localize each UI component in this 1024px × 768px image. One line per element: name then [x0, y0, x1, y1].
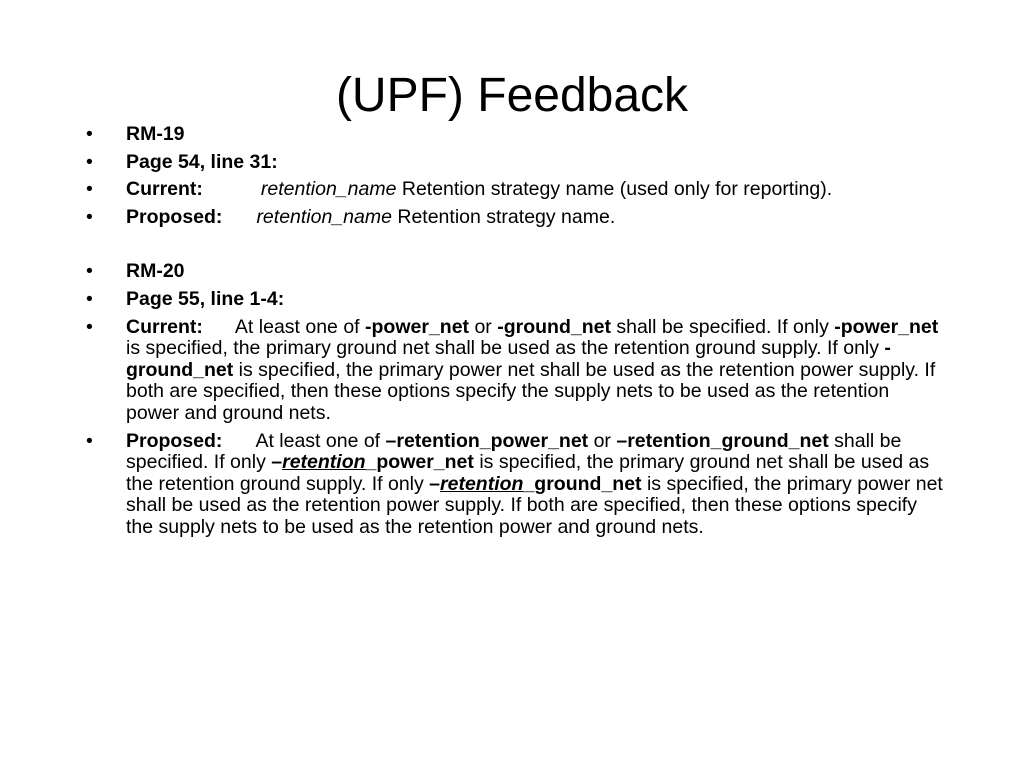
rm20-proposed-label: Proposed: — [126, 429, 223, 452]
list-item-rm19-id — [86, 124, 946, 146]
rm20-proposed-b3-rest: _power_net — [365, 451, 474, 474]
rm20-current-t3: shall be specified. If only — [610, 315, 835, 338]
bullet-icon: • — [86, 429, 93, 452]
rm20-proposed-t2: or — [588, 429, 617, 452]
list-item-rm19-page — [86, 152, 946, 174]
rm20-proposed-b3-italic: retention — [282, 451, 366, 474]
rm20-proposed-b4-italic: retention — [440, 472, 524, 495]
rm20-proposed-t4: is specified, the primary ground net shall be used as the retention ground supply. If only — [126, 451, 930, 495]
rm20-proposed-b3-dash: – — [271, 451, 283, 474]
slide-title: (UPF) Feedback — [335, 69, 689, 122]
rm20-current-t5: is specified, the primary power net shall be used as the retention power supply. If both are specified, then these options specify the supply nets to be used as the retention power and ground nets. — [126, 358, 936, 424]
rm19-id: RM-19 — [126, 123, 185, 145]
bullet-icon: • — [86, 260, 93, 283]
rm20-current-t1: At least one of — [234, 315, 366, 338]
rm20-current-b2: -ground_net — [497, 315, 611, 338]
rm19-page: Page 54, line 31: — [126, 150, 278, 173]
list-item-rm19-proposed — [86, 207, 946, 229]
rm20-proposed-t3: shall be specified. If only — [126, 429, 902, 474]
rm19-current-text: Retention strategy name (used only for reporting). — [396, 178, 833, 201]
list-item-rm20-page — [86, 289, 946, 311]
rm20-proposed-t1: At least one of — [255, 429, 386, 452]
rm20-proposed-t5: is specified, the primary power net shall be used as the retention power supply. If both are specified, then these options specify the supply nets to be used as the retention power and ground nets. — [126, 472, 943, 538]
rm20-proposed-b2: –retention_ground_net — [616, 429, 829, 452]
rm19-proposed-label: Proposed: — [126, 205, 223, 228]
rm20-current-b4: -ground_net — [126, 337, 891, 381]
rm19-proposed-name: retention_name — [256, 205, 392, 228]
list-spacer — [86, 234, 946, 256]
rm20-proposed-b1: –retention_power_net — [385, 429, 589, 452]
rm19-current-name: retention_name — [260, 178, 397, 201]
bullet-icon: • — [86, 150, 93, 173]
rm20-id: RM-20 — [126, 260, 185, 283]
rm20-current-b3: -power_net — [834, 315, 939, 338]
bullet-list — [86, 124, 946, 545]
bullet-icon: • — [86, 123, 93, 145]
rm20-current-label: Current: — [126, 315, 203, 338]
bullet-icon: • — [86, 205, 93, 228]
rm20-proposed-b4-dash: – — [429, 472, 441, 495]
rm19-current-label: Current: — [126, 178, 203, 201]
list-item-rm20-proposed — [86, 431, 946, 539]
bullet-icon: • — [86, 287, 93, 310]
rm20-page: Page 55, line 1-4: — [126, 287, 285, 310]
list-item-rm20-current — [86, 317, 946, 425]
rm20-current-t4: is specified, the primary ground net shall be used as the retention ground supply. If only — [126, 337, 885, 360]
list-item-rm19-current — [86, 179, 946, 201]
bullet-icon: • — [86, 178, 93, 201]
rm20-proposed-b4-rest: _ground_net — [523, 472, 642, 495]
rm20-current-b1: -power_net — [365, 315, 470, 338]
rm20-current-t2: or — [469, 315, 498, 338]
bullet-icon: • — [86, 315, 93, 338]
rm19-proposed-text: Retention strategy name. — [391, 205, 616, 228]
list-item-rm20-id — [86, 261, 946, 283]
